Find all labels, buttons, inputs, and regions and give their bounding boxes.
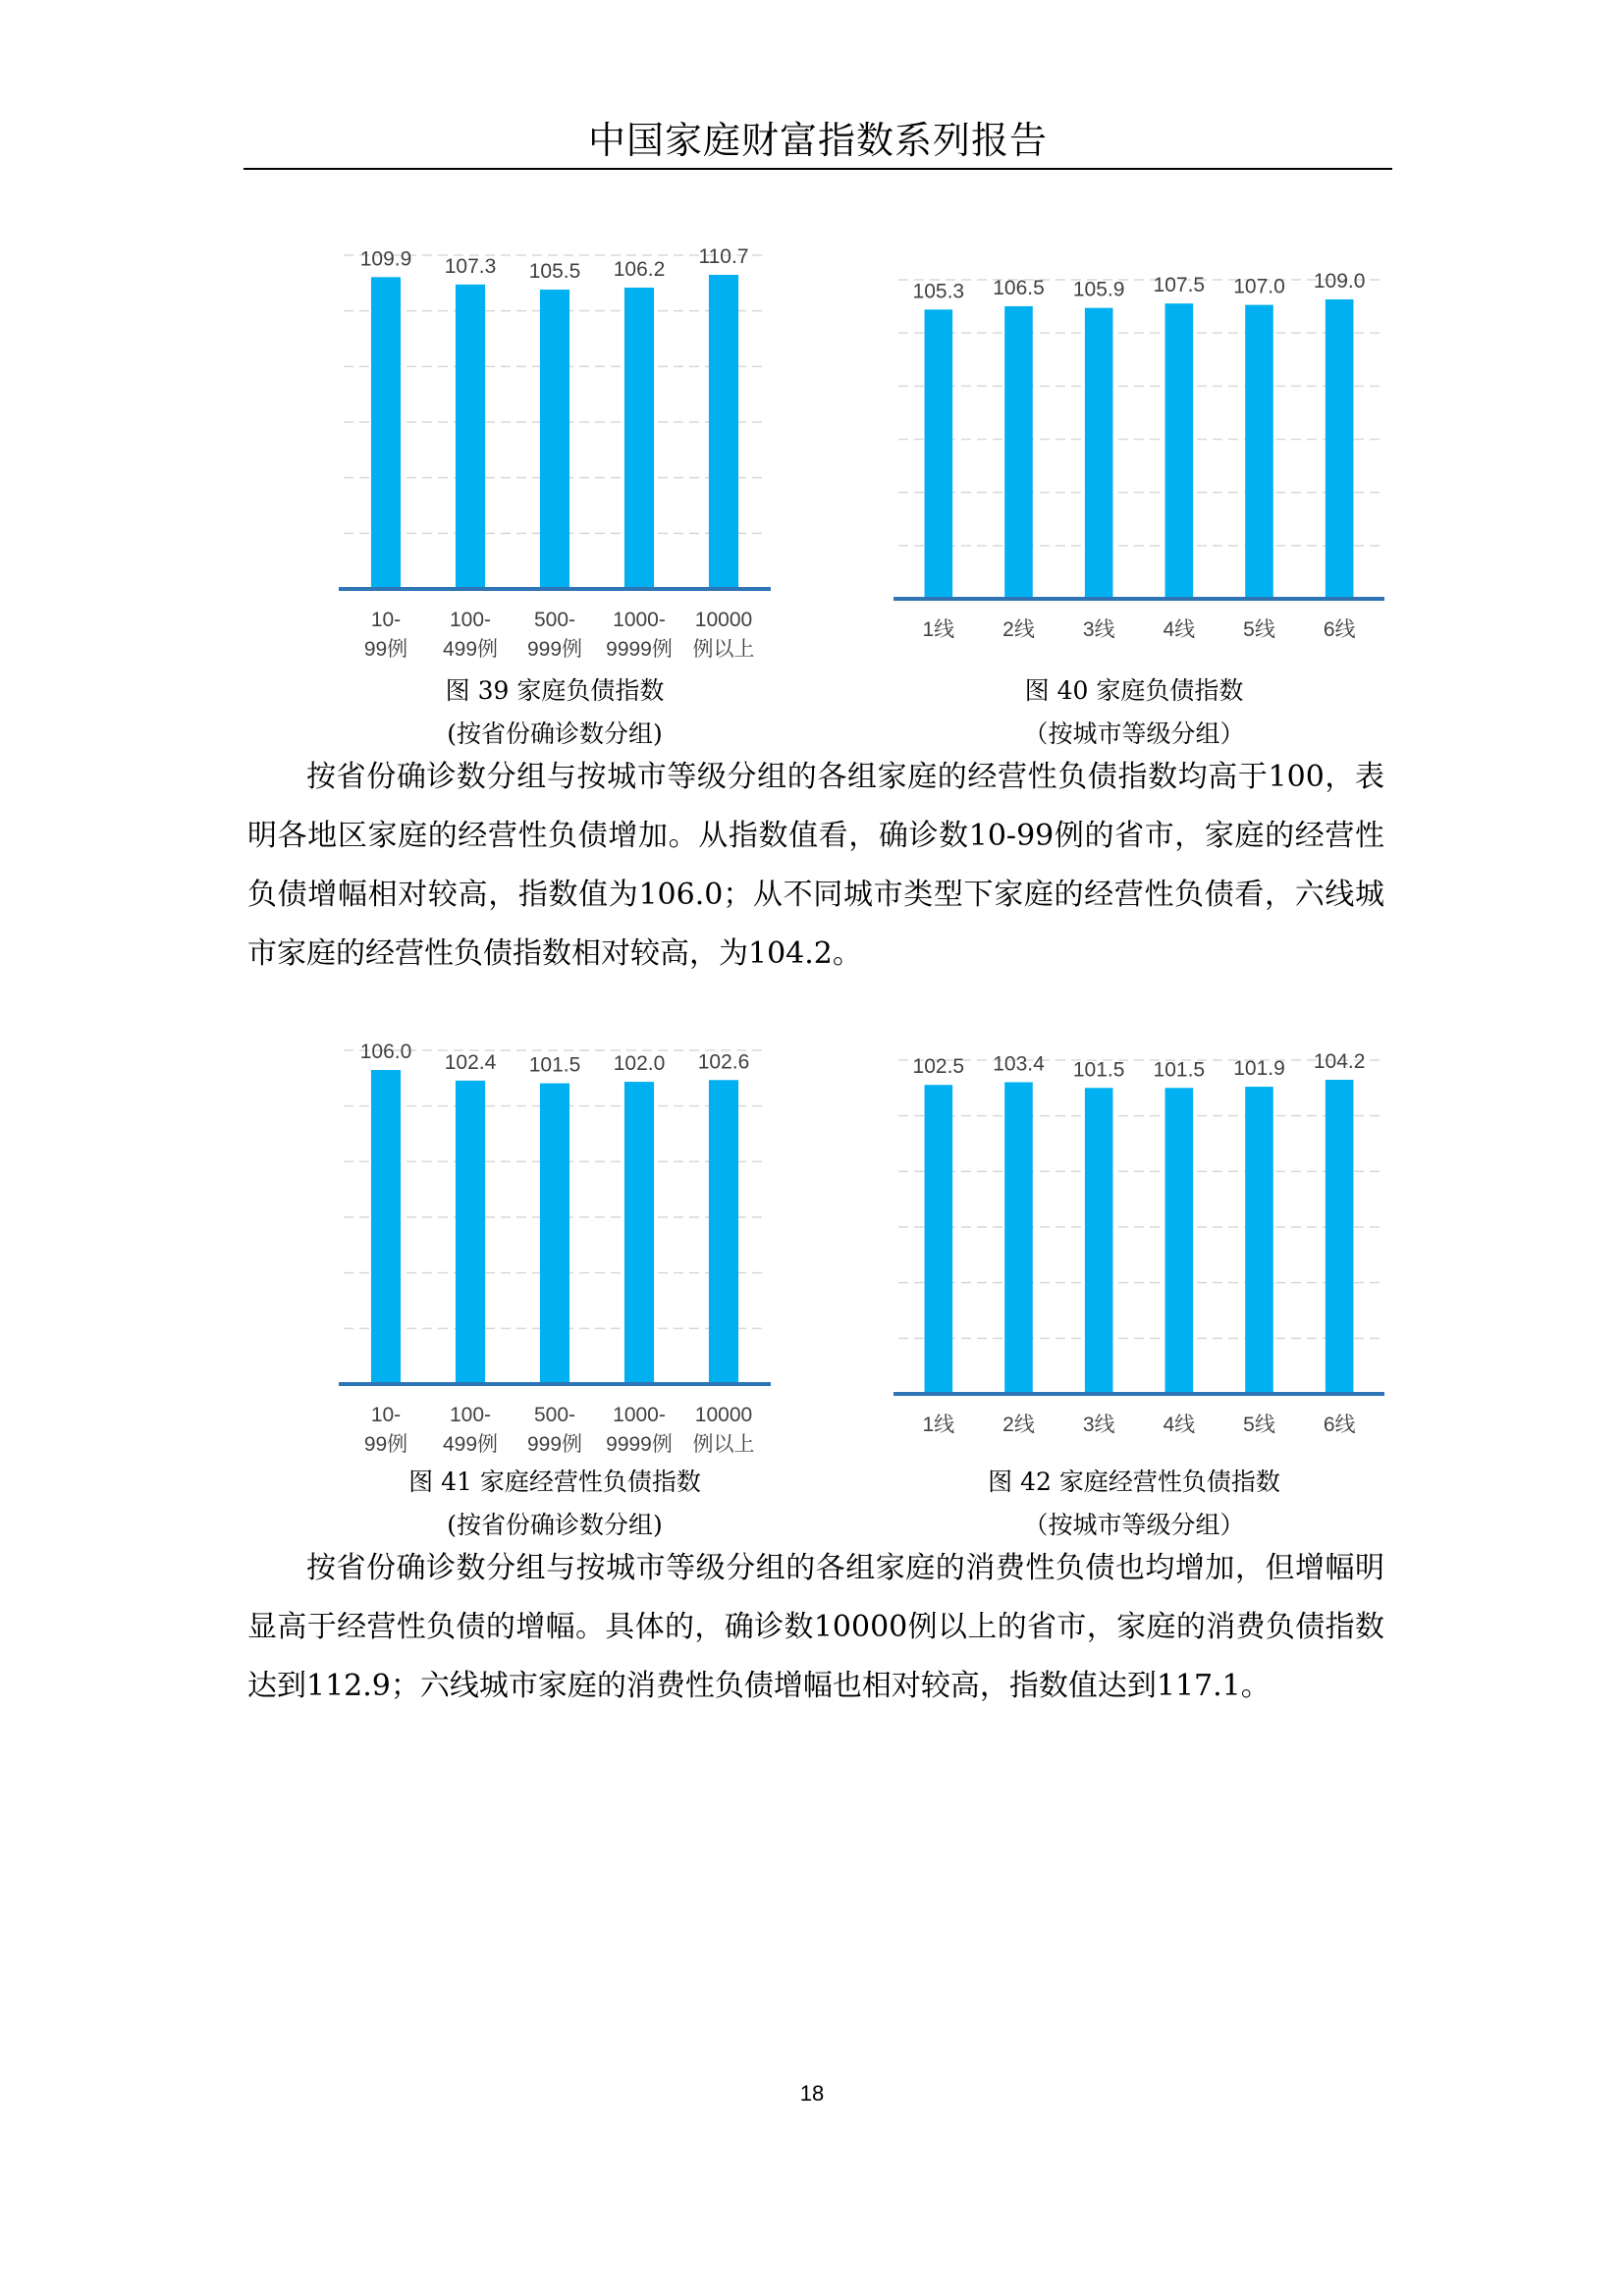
caption-chart-39 [324, 669, 785, 756]
bar [456, 285, 485, 589]
chart-41-svg [334, 1021, 776, 1463]
category-label: 500- [533, 1404, 576, 1426]
report-header-title: 中国家庭财富指数系列报告 [587, 119, 1048, 162]
category-label: 例以上 [692, 1433, 755, 1456]
category-label: 999例 [526, 1433, 583, 1456]
value-label: 106.2 [613, 258, 666, 282]
category-label: 1线 [922, 1414, 955, 1436]
value-label: 105.5 [528, 260, 581, 284]
chart-operating-debt-by-city-tier [889, 1031, 1389, 1443]
category-label: 1线 [922, 618, 955, 641]
category-label: 1000- [613, 609, 666, 631]
category-label: 2线 [1002, 1414, 1035, 1436]
bar [540, 1084, 569, 1384]
chart-household-debt-by-city-tier [889, 250, 1389, 648]
value-label: 105.3 [912, 280, 965, 303]
category-label: 例以上 [692, 638, 755, 661]
bar [624, 1082, 654, 1384]
value-label: 105.9 [1072, 278, 1125, 301]
category-label: 10- [370, 609, 402, 631]
value-label: 101.5 [1153, 1058, 1206, 1082]
value-label: 101.5 [1072, 1058, 1125, 1082]
category-label: 500- [533, 609, 576, 631]
bar [1245, 305, 1273, 599]
header-divider [244, 168, 1392, 170]
category-label: 499例 [442, 638, 499, 661]
bar [1165, 303, 1194, 599]
category-label: 10000 [694, 1404, 753, 1426]
bar [1326, 1080, 1354, 1394]
value-label: 107.3 [444, 254, 497, 278]
category-label: 9999例 [606, 638, 673, 661]
category-label: 5线 [1243, 1414, 1275, 1436]
caption-chart-41-line2: (按省份确诊数分组) [447, 1511, 663, 1539]
category-label: 10000 [694, 609, 753, 631]
category-label: 1000- [613, 1404, 666, 1426]
caption-chart-40-line2: （按城市等级分组） [1023, 720, 1245, 748]
category-label: 6线 [1323, 618, 1356, 641]
category-label: 4线 [1163, 1414, 1196, 1436]
chart-household-debt-by-cases [334, 226, 776, 667]
category-label: 5线 [1243, 618, 1275, 641]
value-label: 102.6 [697, 1050, 750, 1074]
bar [371, 277, 401, 589]
category-label: 6线 [1323, 1414, 1356, 1436]
value-label: 109.9 [359, 247, 412, 271]
value-label: 102.4 [444, 1050, 497, 1074]
bar [540, 290, 569, 589]
category-label: 3线 [1082, 618, 1115, 641]
category-label: 999例 [526, 638, 583, 661]
category-label: 99例 [363, 1433, 408, 1456]
value-label: 109.0 [1313, 270, 1366, 293]
value-label: 106.5 [993, 276, 1045, 299]
value-label: 101.5 [528, 1053, 581, 1077]
category-label: 10- [370, 1404, 402, 1426]
bar [456, 1081, 485, 1384]
value-label: 102.0 [613, 1052, 666, 1076]
chart-operating-debt-by-cases [334, 1021, 776, 1463]
value-label: 107.0 [1233, 275, 1285, 298]
bar [1245, 1087, 1273, 1394]
chart-40-svg [889, 250, 1389, 648]
caption-chart-40-line1: 图 40 家庭负债指数 [1024, 676, 1244, 705]
caption-chart-40 [903, 669, 1365, 756]
chart-39-svg [334, 226, 776, 667]
value-label: 106.0 [359, 1041, 412, 1063]
bar [925, 1085, 953, 1394]
bar [1326, 299, 1354, 599]
paragraph-consumer-debt: 按省份确诊数分组与按城市等级分组的各组家庭的消费性负债也均增加，但增幅明显高于经营性负债的增幅。具体的，确诊数10000例以上的省市，家庭的消费负债指数达到112.9；六线城市家庭的消费性负债增幅也相对较高，指数值达到117.1。 [247, 1551, 1384, 1703]
value-label: 110.7 [698, 245, 749, 268]
bar [624, 288, 654, 589]
caption-chart-41 [304, 1461, 805, 1547]
bar [709, 275, 738, 589]
value-label: 107.5 [1153, 274, 1206, 297]
bar [925, 309, 953, 599]
bar [709, 1080, 738, 1384]
bar [1085, 1088, 1113, 1394]
caption-chart-39-line1: 图 39 家庭负债指数 [445, 676, 665, 705]
chart-42-svg [889, 1031, 1389, 1443]
category-label: 499例 [442, 1433, 499, 1456]
bar [1165, 1088, 1194, 1394]
value-label: 101.9 [1233, 1057, 1285, 1081]
caption-chart-39-line2: (按省份确诊数分组) [447, 720, 663, 748]
category-label: 9999例 [606, 1433, 673, 1456]
paragraph-operating-debt: 按省份确诊数分组与按城市等级分组的各组家庭的经营性负债指数均高于100，表明各地区家庭的经营性负债增加。从指数值看，确诊数10-99例的省市，家庭的经营性负债增幅相对较高，指数值为106.0；从不同城市类型下家庭的经营性负债看，六线城市家庭的经营性负债指数相对较高，为104.2。 [247, 760, 1384, 971]
caption-chart-42-line1: 图 42 家庭经营性负债指数 [988, 1468, 1280, 1496]
page-number: 18 [799, 2081, 825, 2106]
bar [1004, 1082, 1033, 1394]
bar [1085, 308, 1113, 599]
bar [1004, 306, 1033, 599]
category-label: 3线 [1082, 1414, 1115, 1436]
caption-chart-42-line2: （按城市等级分组） [1023, 1511, 1245, 1539]
category-label: 99例 [363, 638, 408, 661]
category-label: 4线 [1163, 618, 1196, 641]
category-label: 100- [449, 1404, 492, 1426]
caption-chart-42 [884, 1461, 1384, 1547]
category-label: 100- [449, 609, 492, 631]
bar [371, 1070, 401, 1384]
category-label: 2线 [1002, 618, 1035, 641]
value-label: 103.4 [993, 1052, 1045, 1076]
value-label: 102.5 [912, 1055, 965, 1079]
value-label: 104.2 [1313, 1050, 1366, 1073]
caption-chart-41-line1: 图 41 家庭经营性负债指数 [408, 1468, 701, 1496]
